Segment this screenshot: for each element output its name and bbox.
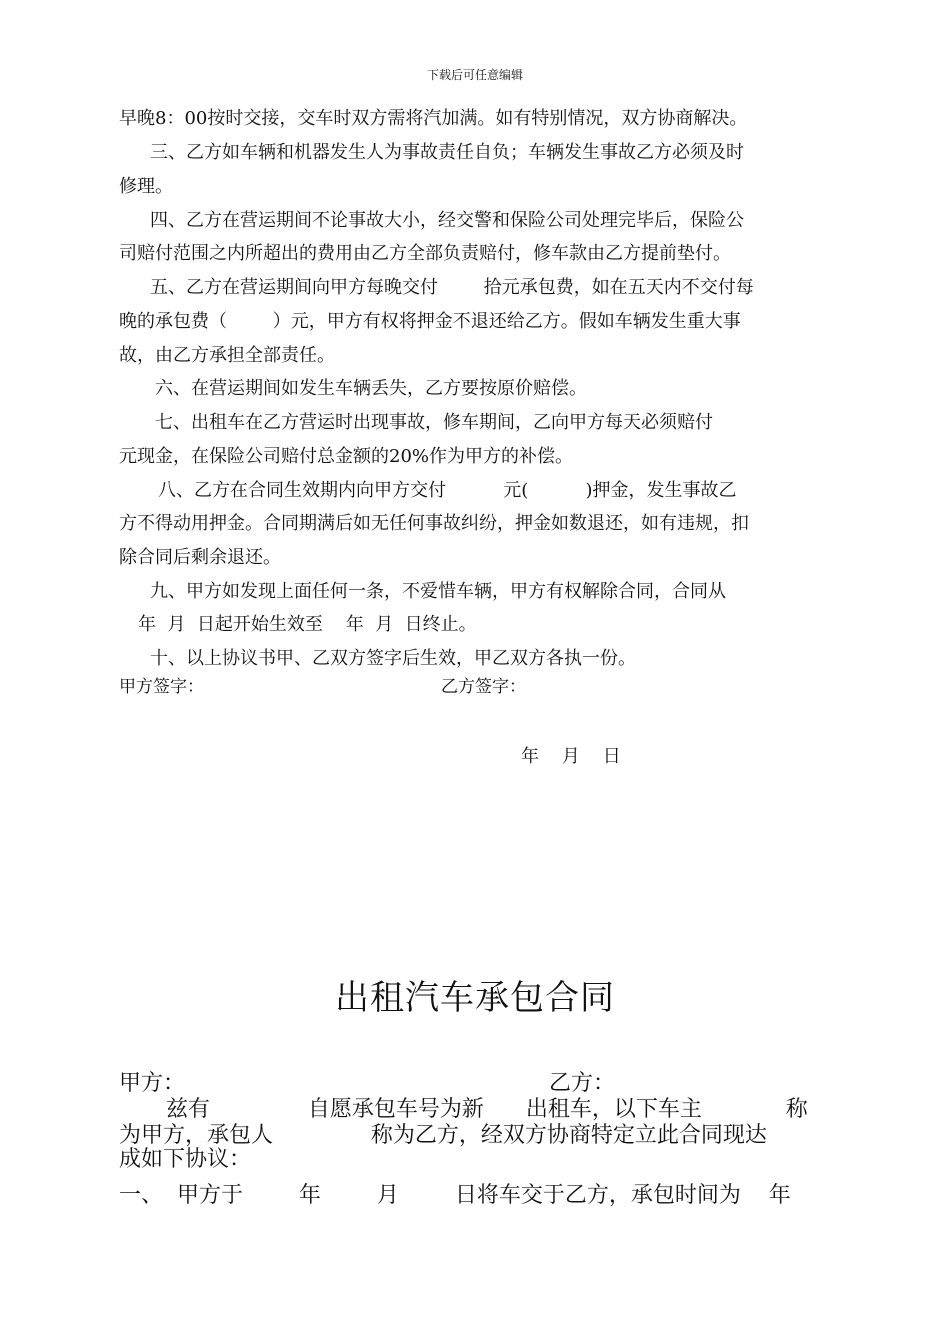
page-header-note: 下载后可任意编辑 (426, 68, 523, 82)
signature-party-b: 乙方签字： (441, 677, 526, 697)
signature-party-a: 甲方签字： (119, 677, 204, 697)
party-a-label: 甲方： (119, 1071, 186, 1096)
signature-date: 年 月 日 (521, 746, 621, 767)
clause-line: 七、出租车在乙方营运时出现事故，修车期间，乙向甲方每天必须赔付 (155, 412, 713, 433)
clause-line: 早晚8：00按时交接，交车时双方需将汽加满。如有特别情况，双方协商解决。 (119, 108, 748, 129)
clause-line: 九、甲方如发现上面任何一条，不爱惜车辆，甲方有权解除合同，合同从 (150, 581, 726, 602)
clause-line: 六、在营运期间如发生车辆丢失，乙方要按原价赔偿。 (155, 378, 587, 399)
clause-line: 故，由乙方承担全部责任。 (119, 345, 335, 366)
intro-line: 为甲方，承包人 称为乙方，经双方协商特定立此合同现达 (119, 1123, 767, 1148)
clause-line: 方不得动用押金。合同期满后如无任何事故纠纷，押金如数退还，如有违规，扣 (119, 513, 749, 534)
clause-line: 年 月 日起开始生效至 年 月 日终止。 (138, 614, 477, 635)
intro-line: 兹有 自愿承包车号为新 出租车，以下车主 称 (166, 1097, 808, 1122)
clause-line: 除合同后剩余退还。 (119, 547, 281, 568)
clause-line: 修理。 (119, 176, 173, 197)
clause-line: 四、乙方在营运期间不论事故大小，经交警和保险公司处理完毕后，保险公 (150, 210, 744, 231)
clause-one-line: 一、 甲方于 年 月 日将车交于乙方，承包时间为 年 (119, 1183, 791, 1208)
clause-line: 晚的承包费（ ）元，甲方有权将押金不退还给乙方。假如车辆发生重大事 (119, 311, 741, 332)
clause-line: 元现金，在保险公司赔付总金额的20%作为甲方的补偿。 (119, 446, 574, 467)
clause-line: 十、以上协议书甲、乙双方签字后生效，甲乙双方各执一份。 (150, 648, 636, 669)
clause-line: 八、乙方在合同生效期内向甲方交付 元( )押金，发生事故乙 (158, 480, 737, 501)
party-b-label: 乙方： (549, 1071, 616, 1096)
clause-line: 五、乙方在营运期间向甲方每晚交付 拾元承包费，如在五天内不交付每 (150, 277, 754, 298)
intro-line: 成如下协议： (119, 1147, 252, 1172)
contract-title: 出租汽车承包合同 (335, 978, 615, 1018)
clause-line: 三、乙方如车辆和机器发生人为事故责任自负；车辆发生事故乙方必须及时 (150, 142, 744, 163)
clause-line: 司赔付范围之内所超出的费用由乙方全部负责赔付，修车款由乙方提前垫付。 (119, 243, 731, 264)
